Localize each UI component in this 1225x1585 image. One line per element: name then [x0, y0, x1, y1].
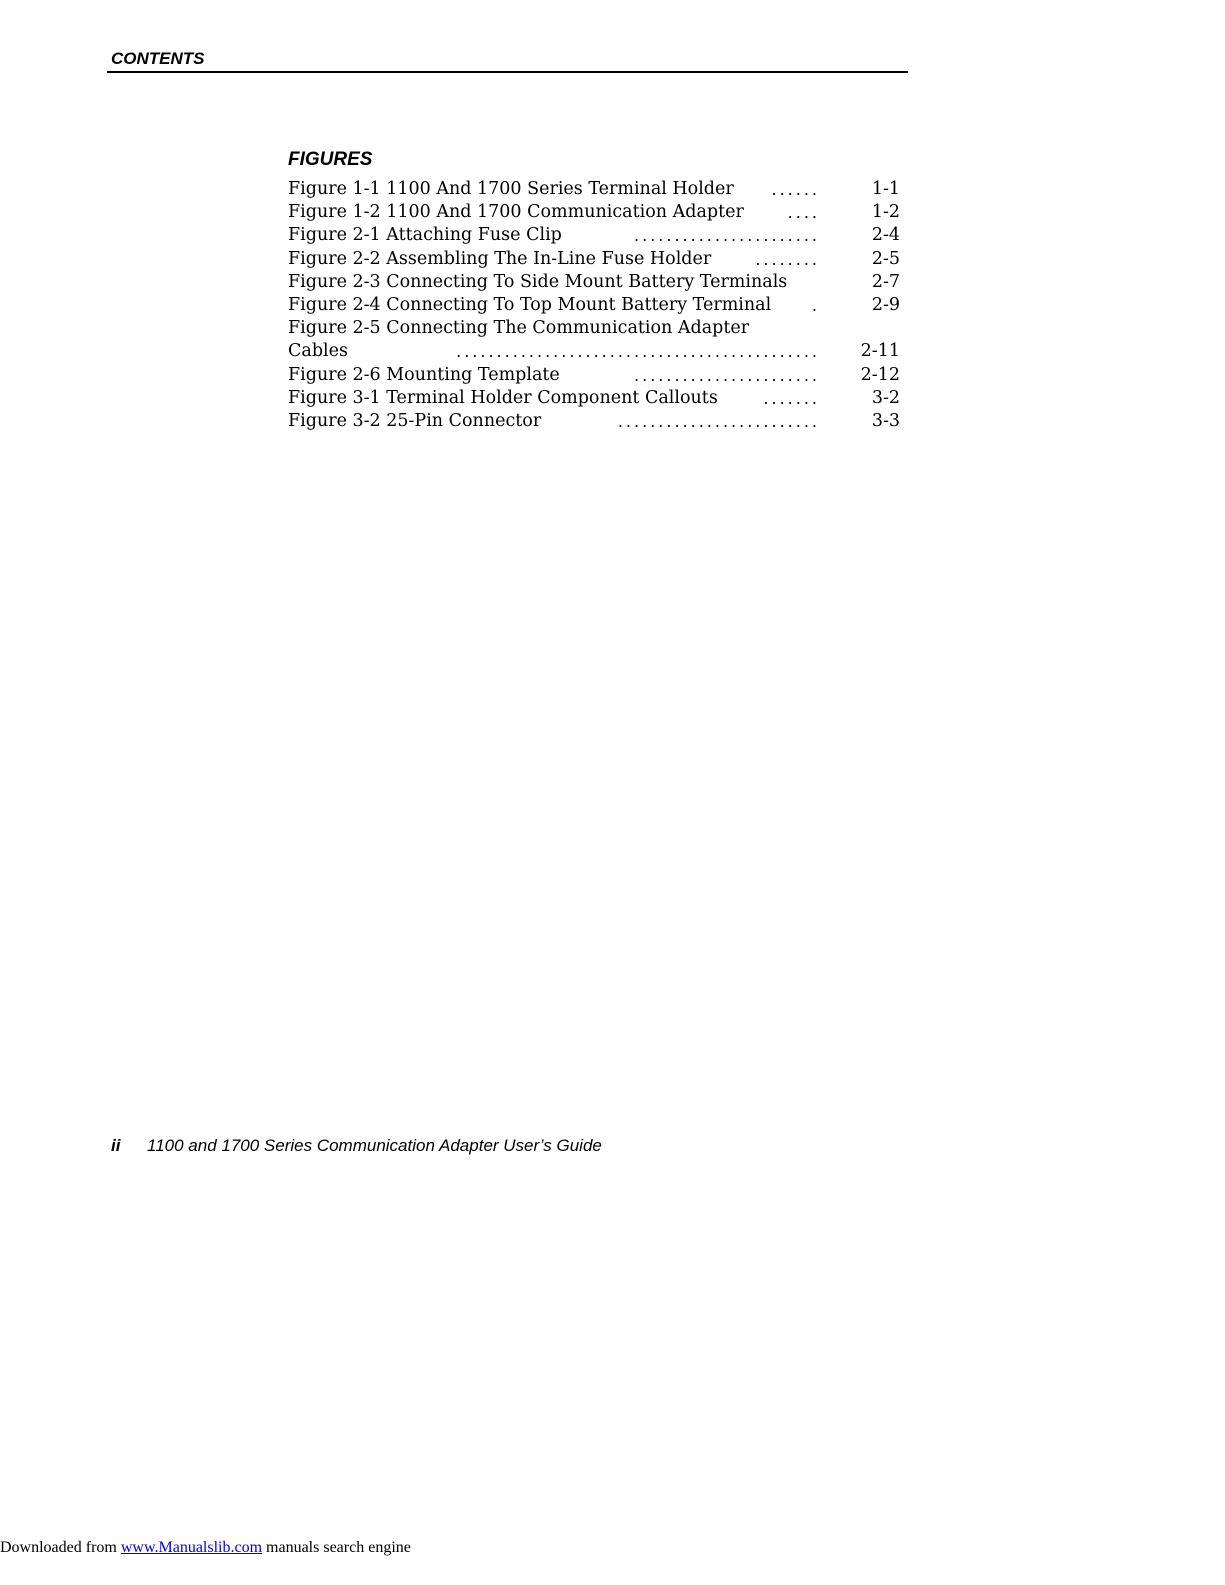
toc-entry-leader: .......................	[634, 226, 820, 246]
toc-entry[interactable]	[288, 248, 900, 271]
toc-entry-text: Figure 3-1 Terminal Holder Component Callouts	[288, 387, 722, 410]
toc-entry-page: 1-1	[871, 179, 900, 199]
toc-entry-text: Figure 1-1 1100 And 1700 Series Terminal Holder	[288, 178, 738, 201]
toc-entry-leader: .	[811, 295, 820, 315]
toc-entry-leader: ......	[771, 180, 820, 199]
download-suffix: manuals search engine	[262, 1539, 411, 1556]
footer-doc-title: 1100 and 1700 Series Communication Adapter User’s Guide	[147, 1136, 602, 1155]
section-heading: FIGURES	[288, 149, 373, 170]
toc-entry-text: Figure 2-4 Connecting To Top Mount Battery Terminal	[288, 294, 775, 317]
header-rule	[107, 71, 908, 73]
toc-entry-text: Figure 2-6 Mounting Template	[288, 364, 564, 387]
toc-entry-leader: .......	[763, 388, 820, 408]
toc-entry-page: 2-5	[871, 248, 900, 269]
toc-entry-leader: .........................	[617, 411, 820, 431]
toc-entry-text: Figure 2-1 Attaching Fuse Clip	[288, 224, 566, 247]
footer-page-number: ii	[111, 1136, 121, 1155]
toc-entry-page: 1-2	[871, 202, 900, 223]
download-attribution	[0, 1539, 411, 1557]
toc-entry-page: 2-11	[860, 341, 900, 362]
toc-entry[interactable]	[288, 224, 900, 247]
toc-entry-page: 3-2	[871, 387, 900, 408]
toc-entry[interactable]	[288, 294, 900, 317]
toc-entry-leader: ........	[755, 249, 820, 269]
toc-entry-text: Cables	[288, 340, 352, 363]
toc-entry-text: Figure 2-5 Connecting The Communication Adapter	[288, 317, 753, 340]
toc-entry-leader: .......................	[634, 365, 820, 385]
download-prefix: Downloaded from	[0, 1539, 121, 1556]
toc-entry[interactable]	[288, 317, 900, 340]
running-header-title: CONTENTS	[111, 49, 205, 68]
toc-entry-page: 2-12	[860, 364, 900, 385]
toc-entry-text: Figure 1-2 1100 And 1700 Communication Adapter	[288, 201, 748, 224]
toc-entry-page: 2-7	[871, 271, 900, 292]
toc-entry-text: Figure 2-2 Assembling The In-Line Fuse Holder	[288, 248, 715, 271]
toc-entry-page: 2-9	[871, 294, 900, 315]
toc-entry-text: Figure 2-3 Connecting To Side Mount Battery Terminals	[288, 271, 791, 294]
toc-entry-page: 2-4	[871, 225, 900, 246]
toc-entry[interactable]	[288, 271, 900, 294]
toc-entry[interactable]	[288, 364, 900, 387]
toc-entry-text: Figure 3-2 25-Pin Connector	[288, 410, 545, 433]
toc-entry[interactable]	[288, 201, 900, 224]
manualslib-link[interactable]: www.Manualslib.com	[120, 1539, 263, 1556]
toc-entry-leader: ....	[787, 203, 820, 223]
toc-entry[interactable]	[288, 178, 900, 201]
toc-entry[interactable]	[288, 387, 900, 410]
toc-entry[interactable]	[288, 410, 900, 433]
figures-list	[288, 178, 900, 433]
toc-entry[interactable]	[288, 340, 900, 363]
toc-entry-leader: .............................................	[456, 342, 820, 362]
toc-entry-page: 3-3	[871, 410, 900, 431]
